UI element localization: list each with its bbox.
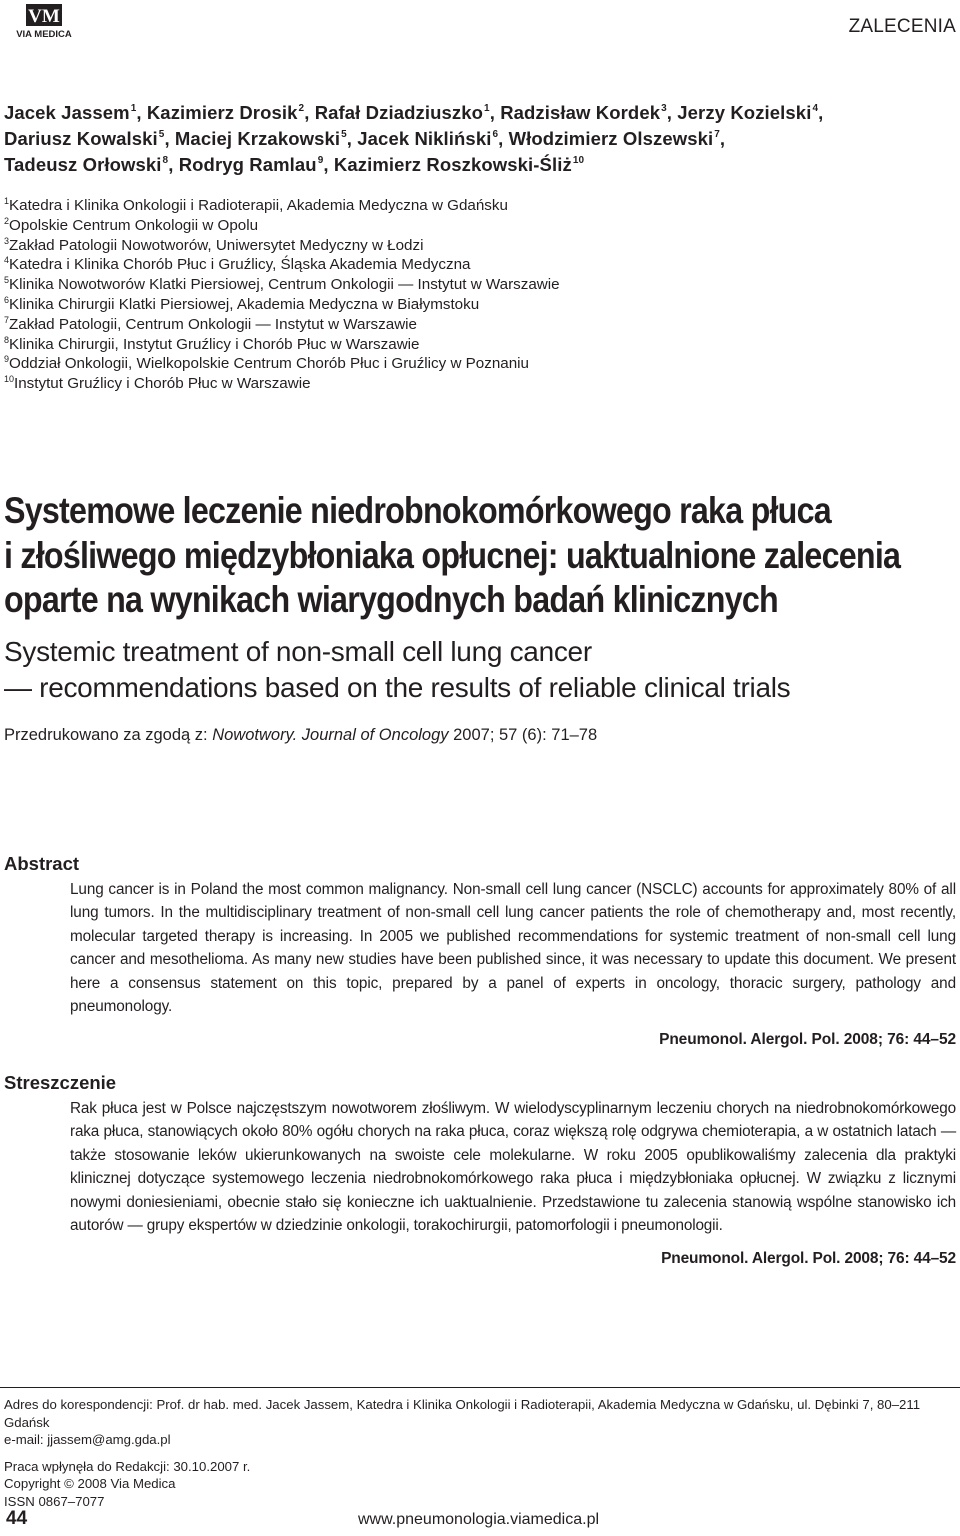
author-name: Rafał Dziadziuszko: [314, 102, 484, 123]
affiliation-text: Klinika Chirurgii Klatki Piersiowej, Akademia Medyczna w Białymstoku: [9, 295, 480, 313]
via-medica-logo: [6, 4, 82, 40]
affiliation-text: Opolskie Centrum Onkologii w Opolu: [9, 216, 259, 234]
affiliation-item: [4, 315, 956, 335]
received-date: Praca wpłynęła do Redakcji: 30.10.2007 r.: [4, 1458, 251, 1474]
affiliation-item: [4, 354, 956, 374]
author-affiliation-marker: 1: [484, 103, 490, 114]
author-list: Jacek Jassem$^1$, Kazimierz Drosik$^2$, Rafał Dziadziuszko$^1$, Radzisław Kordek$^3$, Jerzy Kozielski$^4$, Dariusz Kowalski$^5$, Maciej Krzakowski$^5$, Jacek Nikliński$^6$, Włodzimierz Olszewski$^7$, Tadeusz Orłowski$^8$, Rodryg Ramlau$^9$, Kazimierz Roszkowski-Śliż$^{10}$: [4, 102, 824, 175]
affiliation-number: 4: [4, 255, 10, 266]
reprint-prefix: Przedrukowano za zgodą z:: [4, 726, 213, 744]
article-title-english: [4, 634, 956, 706]
affiliation-number: 8: [4, 334, 10, 345]
affiliation-item: [4, 335, 956, 355]
affiliation-number: 1: [4, 196, 10, 206]
author-name: Dariusz Kowalski: [4, 128, 158, 149]
affiliation-list: [4, 196, 956, 394]
title-line: — recommendations based on the results of reliable clinical trials: [4, 672, 791, 703]
affiliation-text: Oddział Onkologii, Wielkopolskie Centrum Chorób Płuc i Gruźlicy w Poznaniu: [9, 355, 529, 373]
affiliation-number: 6: [4, 294, 10, 305]
title-line: Systemowe leczenie niedrobnokomórkowego raka płuca: [4, 489, 831, 531]
section-label: ZALECENIA: [848, 16, 956, 37]
title-line: Systemic treatment of non-small cell lung cancer: [4, 636, 592, 667]
copyright-line: Copyright © 2008 Via Medica: [4, 1476, 176, 1491]
streszczenie-citation: Pneumonol. Alergol. Pol. 2008; 76: 44–52: [661, 1250, 956, 1268]
author-affiliation-marker: 1: [130, 103, 137, 114]
author-name: Kazimierz Drosik: [146, 102, 298, 123]
reprint-details: 2007; 57 (6): 71–78: [448, 726, 598, 744]
affiliation-item: [4, 236, 956, 256]
affiliation-item: [4, 295, 956, 315]
author-name: Jerzy Kozielski: [677, 102, 812, 123]
address-label: Adres do korespondencji:: [4, 1397, 153, 1412]
author-name: Radzisław Kordek: [500, 102, 661, 123]
abstract-heading: Abstract: [4, 853, 80, 874]
title-line: oparte na wynikach wiarygodnych badań klinicznych: [4, 578, 778, 620]
reprint-note: [4, 726, 597, 745]
journal-name-polish: Nowotwory.: [212, 726, 302, 744]
affiliation-item: [4, 196, 956, 216]
affiliation-number: 10: [4, 374, 15, 385]
affiliation-text: Katedra i Klinika Onkologii i Radioterapii, Akademia Medyczna w Gdańsku: [9, 197, 508, 214]
page-number: 44: [6, 1508, 28, 1529]
author-affiliation-marker: 9: [317, 155, 324, 166]
author-affiliation-marker: 5: [158, 129, 165, 140]
author-name: Tadeusz Orłowski: [4, 154, 162, 175]
author-affiliation-marker: 8: [162, 155, 169, 166]
author-name: Włodzimierz Olszewski: [508, 128, 714, 149]
author-affiliation-marker: 10: [572, 155, 585, 166]
abstract-text: Lung cancer is in Poland the most common malignancy. Non-small cell lung cancer (NSCLC) accounts for approximately 80% of all lung tumors. In the multidisciplinary treatment of non-small cell lung cancer patients the role of chemotherapy and, most recently, molecular targeted therapy is increasing. In 2005 we published recommendations for systemic treatment of non-small cell lung cancer and mesothelioma. As many new studies have been published since, it was necessary to update this document. We present here a consensus statement on this topic, prepared by a panel of experts in oncology, thoracic surgery, pathology and pneumonology.: [70, 881, 956, 1016]
correspondence-block: [4, 1396, 956, 1510]
affiliation-number: 3: [4, 235, 10, 246]
svg-text:VIA MEDICA: VIA MEDICA: [16, 29, 72, 40]
affiliation-item: [4, 255, 956, 275]
author-affiliation-marker: 3: [661, 103, 667, 114]
footer-divider: [0, 1387, 960, 1388]
article-title-polish: [4, 488, 950, 622]
affiliation-number: 7: [4, 314, 10, 325]
affiliation-text: Klinika Nowotworów Klatki Piersiowej, Centrum Onkologii — Instytut w Warszawie: [9, 276, 560, 294]
affiliation-text: Zakład Patologii, Centrum Onkologii — Instytut w Warszawie: [9, 315, 417, 333]
author-name: Maciej Krzakowski: [174, 128, 341, 149]
title-line: i złośliwego międzybłoniaka opłucnej: uaktualnione zalecenia: [4, 533, 901, 576]
affiliation-item: [4, 275, 956, 295]
website-link[interactable]: www.pneumonologia.viamedica.pl: [358, 1511, 600, 1528]
affiliation-item: [4, 216, 956, 236]
author-name: Kazimierz Roszkowski-Śliż: [333, 154, 572, 175]
streszczenie-text: Rak płuca jest w Polsce najczęstszym nowotworem złośliwym. W wielodyscyplinarnym leczeniu chorych na niedrobnokomórkowego raka płuca, stanowiących około 80% ogółu chorych na raka płuca, coraz większą rolę odgrywa chemioterapia, a w ostatnich latach — także stosowanie leków ukierunkowanych na swoiste cele molekularne. W roku 2005 opublikowaliśmy zalecenia dla praktyki klinicznej dotyczące systemowego leczenia niedrobnokomórkowego raka płuca i międzybłoniaka opłucnej. W związku z licznymi nowymi doniesieniami, obecnie stało się konieczne ich uaktualnienie. Przedstawione tu zalecenia stanowią wspólne stanowisko ich autorów — grupy ekspertów w dziedzinie onkologii, torakochirurgii, patomorfologii i pneumonologii.: [70, 1100, 956, 1235]
abstract-citation: Pneumonol. Alergol. Pol. 2008; 76: 44–52: [659, 1031, 956, 1049]
correspondence-address: [4, 1396, 956, 1431]
affiliation-text: Klinika Chirurgii, Instytut Gruźlicy i Chorób Płuc w Warszawie: [9, 335, 420, 353]
affiliation-number: 2: [4, 215, 10, 226]
author-affiliation-marker: 6: [492, 129, 499, 140]
affiliation-text: Katedra i Klinika Chorób Płuc i Gruźlicy, Śląska Akademia Medyczna: [9, 256, 471, 274]
affiliation-text: Zakład Patologii Nowotworów, Uniwersytet Medyczny w Łodzi: [9, 236, 424, 254]
affiliation-text: Instytut Gruźlicy i Chorób Płuc w Warszawie: [14, 375, 311, 393]
abstract-body: [70, 878, 956, 1052]
author-name: Rodryg Ramlau: [178, 154, 317, 175]
streszczenie-heading: Streszczenie: [4, 1072, 117, 1093]
issn-line: ISSN 0867–7077: [4, 1493, 105, 1509]
author-name: Jacek Jassem: [4, 102, 130, 123]
email-line[interactable]: e-mail: jjassem@amg.gda.pl: [4, 1432, 171, 1447]
affiliation-number: 9: [4, 354, 10, 365]
author-affiliation-marker: 4: [812, 103, 819, 114]
author-name: Jacek Nikliński: [357, 128, 492, 149]
svg-text:VM: VM: [28, 6, 60, 27]
affiliation-item: [4, 374, 956, 394]
author-affiliation-marker: 5: [341, 129, 347, 140]
address-text: Prof. dr hab. med. Jacek Jassem, Katedra i Klinika Onkologii i Radioterapii, Akademia Medyczna w Gdańsku, ul. Dębinki 7, 80–211 Gdańsk: [4, 1397, 921, 1430]
streszczenie-body: [70, 1097, 956, 1271]
author-affiliation-marker: 2: [298, 103, 305, 114]
journal-name-english: Journal of Oncology: [301, 726, 449, 744]
author-affiliation-marker: 7: [714, 129, 720, 140]
affiliation-number: 5: [4, 275, 10, 286]
